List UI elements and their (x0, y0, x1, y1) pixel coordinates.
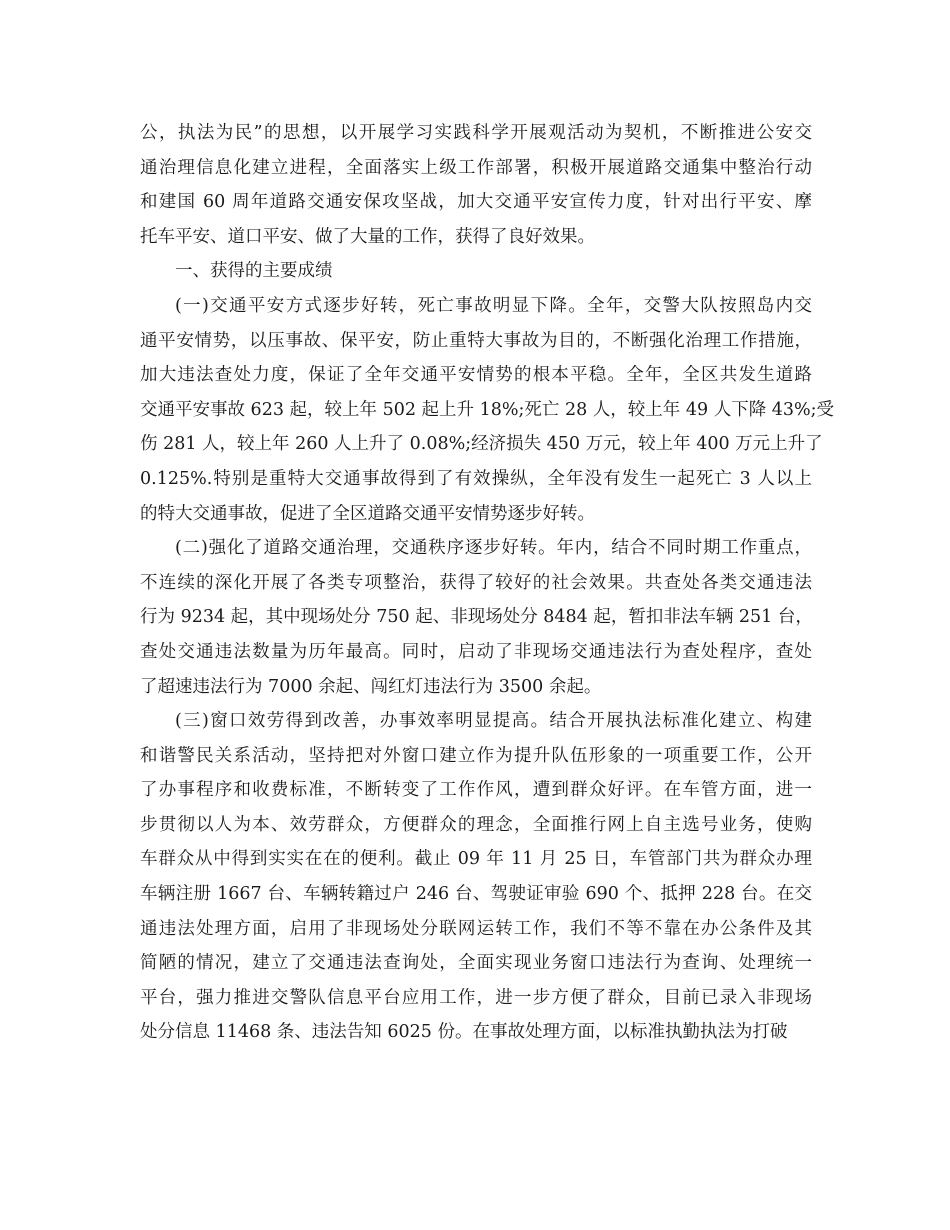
text-line: (一)交通平安方式逐步好转，死亡事故明显下降。全年，交警大队按照岛内交 (175, 295, 812, 316)
text-line: 0.125%.特别是重特大交通事故得到了有效操纵，全年没有发生一起死亡 3 人以上 (140, 468, 812, 489)
text-line: 通治理信息化建立进程，全面落实上级工作部署，积极开展道路交通集中整治行动 (140, 157, 812, 178)
text-line: 一、获得的主要成绩 (175, 261, 333, 282)
text-line: 伤 281 人，较上年 260 人上升了 0.08%;经济损失 450 万元，较上年 400 万元上升了 (140, 434, 823, 455)
text-line: 车群众从中得到实实在在的便利。截止 09 年 11 月 25 日，车管部门共为群众办理 (140, 849, 812, 870)
text-line: 的特大交通事故，促进了全区道路交通平安情势逐步好转。 (140, 503, 595, 524)
text-line: 和建国 60 周年道路交通安保攻坚战，加大交通平安宣传力度，针对出行平安、摩 (140, 192, 812, 213)
paragraph-intro (140, 116, 812, 254)
text-line: 处分信息 11468 条、违法告知 6025 份。在事故处理方面，以标准执勤执法为打破 (140, 1022, 788, 1043)
text-line: 平台，强力推进交警队信息平台应用工作，进一步方便了群众，目前已录入非现场 (140, 987, 812, 1008)
text-line: 了超速违法行为 7000 余起、闯红灯违法行为 3500 余起。 (140, 676, 602, 697)
paragraph-road-management (140, 531, 812, 704)
text-line: 加大违法查处力度，保证了全年交通平安情势的根本平稳。全年，全区共发生道路 (140, 365, 812, 386)
text-line: (二)强化了道路交通治理，交通秩序逐步好转。年内，结合不同时期工作重点， (175, 538, 812, 559)
text-line: 行为 9234 起，其中现场处分 750 起、非现场处分 8484 起，暂扣非法车辆 251 台， (140, 607, 813, 628)
text-line: 查处交通违法数量为历年最高。同时，启动了非现场交通违法行为查处程序，查处 (140, 641, 812, 662)
text-line: 公，执法为民”的思想，以开展学习实践科学开展观活动为契机，不断推进公安交 (140, 123, 812, 143)
document-body (140, 116, 835, 1050)
text-line: 不连续的深化开展了各类专项整治，获得了较好的社会效果。共查处各类交通违法 (140, 572, 812, 593)
text-line: 托车平安、道口平安、做了大量的工作，获得了良好效果。 (140, 226, 595, 247)
text-line: (三)窗口效劳得到改善，办事效率明显提高。结合开展执法标准化建立、构建 (175, 711, 812, 732)
text-line: 了办事程序和收费标准，不断转变了工作作风，遭到群众好评。在车管方面，进一 (140, 780, 812, 801)
text-line: 简陋的情况，建立了交通违法查询处，全面实现业务窗口违法行为查询、处理统一 (140, 953, 812, 974)
paragraph-traffic-safety (140, 289, 835, 531)
text-line: 交通平安事故 623 起，较上年 502 起上升 18%;死亡 28 人，较上年 49 人下降 43%;受 (140, 399, 835, 420)
text-line: 通违法处理方面，启用了非现场处分联网运转工作，我们不等不靠在办公条件及其 (140, 918, 812, 939)
text-line: 和谐警民关系活动，坚持把对外窗口建立作为提升队伍形象的一项重要工作，公开 (140, 745, 812, 766)
paragraph-service-window (140, 704, 812, 1050)
text-line: 车辆注册 1667 台、车辆转籍过户 246 台、驾驶证审验 690 个、抵押 228 台。在交 (140, 884, 812, 905)
text-line: 通平安情势，以压事故、保平安，防止重特大事故为目的，不断强化治理工作措施， (140, 330, 812, 351)
section-heading (140, 254, 812, 289)
text-line: 步贯彻以人为本、效劳群众，方便群众的理念，全面推行网上自主选号业务，使购 (140, 814, 812, 835)
